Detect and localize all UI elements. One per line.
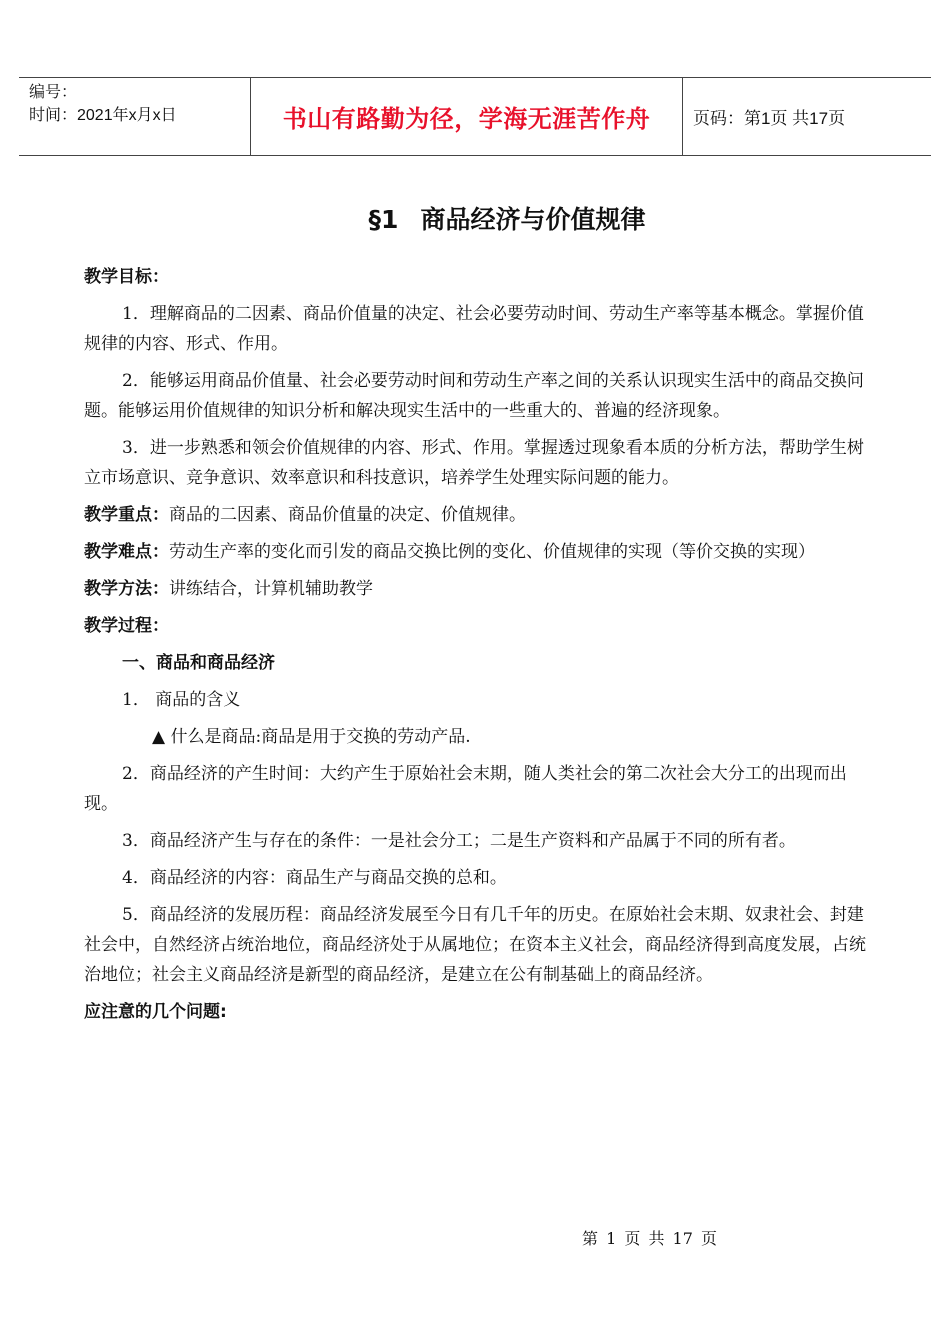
key-text: 商品的二因素、商品价值量的决定、价值规律。 [169, 505, 526, 525]
section-heading-1 [84, 648, 880, 678]
header-meta-cell [19, 78, 251, 155]
method-text: 讲练结合，计算机辅助教学 [169, 579, 373, 599]
key-point-paragraph [84, 500, 880, 530]
section-number: §1 [368, 205, 399, 234]
item-2: 2．商品经济的产生时间：大约产生于原始社会末期，随人类社会的第二次社会大分工的出现而出现。 [84, 764, 847, 814]
section1-label: 一、商品和商品经济 [122, 653, 275, 673]
difficult-label: 教学难点： [84, 542, 169, 562]
goal-paragraph-1: 1．理解商品的二因素、商品价值量的决定、社会必要劳动时间、劳动生产率等基本概念。掌握价值规律的内容、形式、作用。 [84, 304, 864, 354]
number-label: 编号： [29, 84, 78, 101]
goals-heading [84, 262, 880, 292]
item-1-bullet: ▲ 什么是商品:商品是用于交换的劳动产品. [152, 727, 471, 747]
key-label: 教学重点： [84, 505, 169, 525]
motto-cell [251, 78, 683, 155]
motto-text: 书山有路勤为径，学海无涯苦作舟 [282, 105, 651, 133]
goals-label: 教学目标： [84, 267, 169, 287]
page-title [0, 200, 950, 236]
item-3: 3．商品经济产生与存在的条件：一是社会分工；二是生产资料和产品属于不同的所有者。 [122, 831, 796, 851]
difficult-text: 劳动生产率的变化而引发的商品交换比例的变化、价值规律的实现（等价交换的实现） [169, 542, 815, 562]
goal-paragraph-3: 3．进一步熟悉和领会价值规律的内容、形式、作用。掌握透过现象看本质的分析方法，帮助学生树立市场意识、竞争意识、效率意识和科技意识，培养学生处理实际问题的能力。 [84, 438, 864, 488]
goal-paragraph-2: 2．能够运用商品价值量、社会必要劳动时间和劳动生产率之间的关系认识现实生活中的商品交换问题。能够运用价值规律的知识分析和解决现实生活中的一些重大的、普遍的经济现象。 [84, 371, 864, 421]
process-label: 教学过程： [84, 616, 169, 636]
item-5: 5．商品经济的发展历程：商品经济发展至今日有几千年的历史。在原始社会末期、奴隶社会、封建社会中，自然经济占统治地位，商品经济处于从属地位；在资本主义社会，商品经济得到高度发展，占统治地位；社会主义商品经济是新型的商品经济，是建立在公有制基础上的商品经济。 [84, 905, 866, 985]
process-heading [84, 611, 880, 641]
notes-heading [84, 997, 880, 1027]
method-paragraph [84, 574, 880, 604]
time-label: 时间：2021年x月x日 [29, 107, 177, 124]
title-text: 商品经济与价值规律 [420, 205, 646, 234]
document-body [84, 262, 880, 1034]
notes-label: 应注意的几个问题: [84, 1002, 227, 1022]
page-label: 页码：第1页 共17页 [693, 109, 846, 128]
page-number-cell [683, 78, 931, 155]
item-4: 4．商品经济的内容：商品生产与商品交换的总和。 [122, 868, 507, 888]
difficulty-paragraph [84, 537, 880, 567]
footer-page-text: 第 1 页 共 17 页 [582, 1229, 717, 1248]
item-1: 1． 商品的含义 [122, 690, 241, 710]
header-table [19, 77, 931, 156]
method-label: 教学方法： [84, 579, 169, 599]
page-footer [582, 1226, 717, 1249]
